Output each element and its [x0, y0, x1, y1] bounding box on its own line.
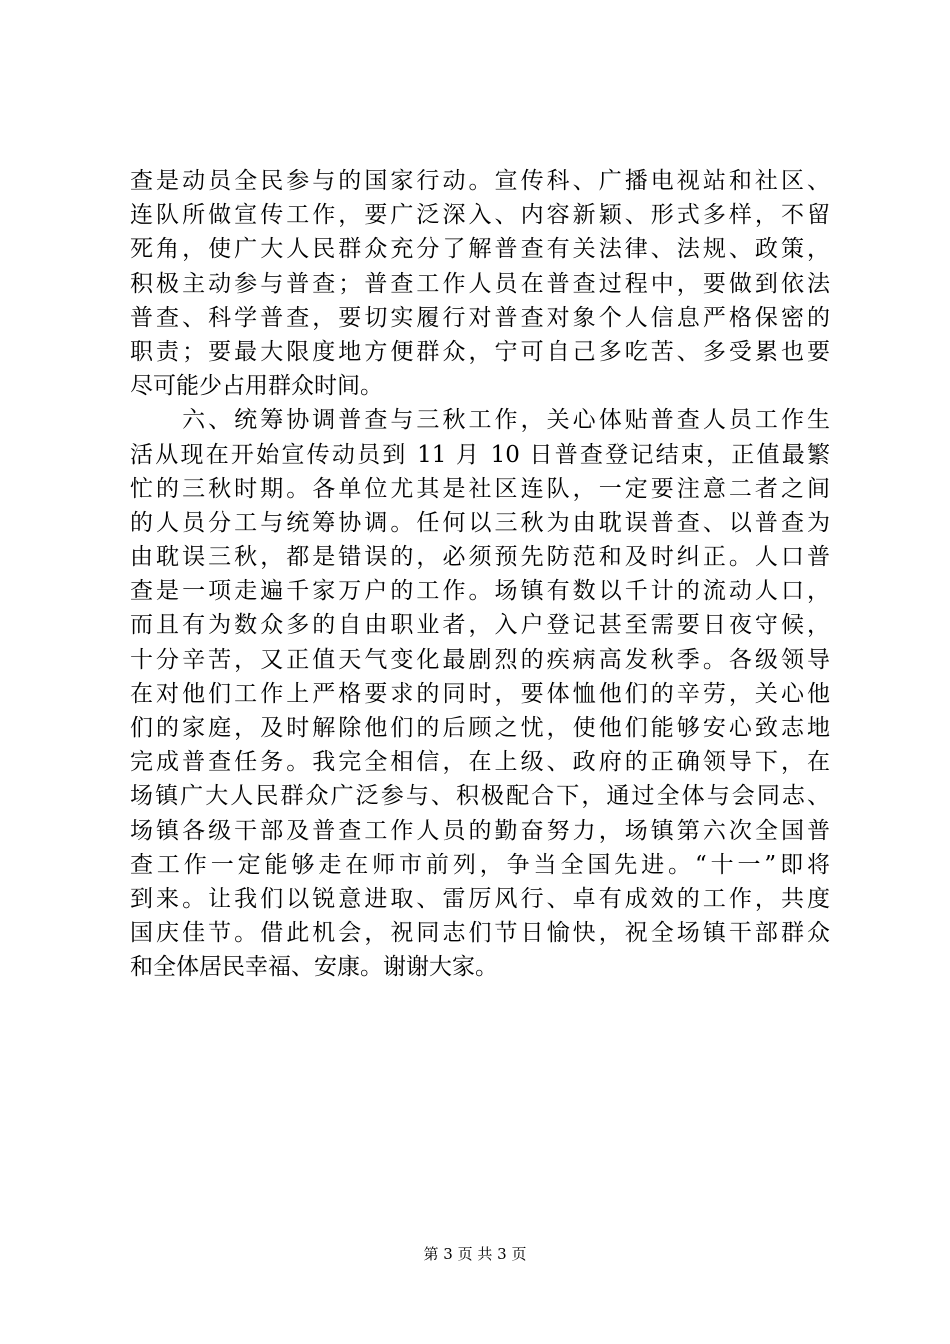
text-line: 积极主动参与普查；普查工作人员在普查过程中，要做到依法 [130, 270, 830, 297]
text-line: 十分辛苦，又正值天气变化最剧烈的疾病高发秋季。各级领导 [130, 646, 830, 673]
text-line: 忙的三秋时期。各单位尤其是社区连队，一定要注意二者之间 [130, 475, 830, 502]
text-line: 们的家庭，及时解除他们的后顾之忧，使他们能够安心致志地 [130, 715, 830, 741]
text-line: 尽可能少占用群众时间。 [130, 373, 383, 400]
text-line: 国庆佳节。借此机会，祝同志们节日愉快，祝全场镇干部群众 [130, 920, 830, 947]
text-line: 死角，使广大人民群众充分了解普查有关法律、法规、政策， [130, 236, 830, 263]
text-line: 六、统筹协调普查与三秋工作，关心体贴普查人员工作生 [130, 407, 830, 434]
text-line: 在对他们工作上严格要求的同时，要体恤他们的辛劳，关心他 [130, 680, 830, 707]
text-line: 到来。让我们以锐意进取、雷厉风行、卓有成效的工作，共度 [130, 885, 830, 912]
text-line: 完成普查任务。我完全相信，在上级、政府的正确领导下，在 [130, 749, 830, 776]
text-line: 而且有为数众多的自由职业者，入户登记甚至需要日夜守候， [130, 612, 830, 639]
text-line: 查是动员全民参与的国家行动。宣传科、广播电视站和社区、 [130, 168, 830, 194]
page-footer: 第 3 页 共 3 页 [423, 1245, 527, 1263]
text-line: 场镇各级干部及普查工作人员的勤奋努力，场镇第六次全国普 [130, 817, 830, 844]
text-line: 查是一项走遍千家万户的工作。场镇有数以千计的流动人口， [130, 578, 830, 605]
text-line: 职责；要最大限度地方便群众，宁可自己多吃苦、多受累也要 [130, 338, 830, 365]
text-line: 连队所做宣传工作，要广泛深入、内容新颖、形式多样，不留 [130, 202, 830, 229]
text-line: 和全体居民幸福、安康。谢谢大家。 [130, 954, 498, 981]
text-line: 由耽误三秋，都是错误的，必须预先防范和及时纠正。人口普 [130, 544, 830, 571]
text-line: 活从现在开始宣传动员到 11 月 10 日普查登记结束，正值最繁 [130, 441, 830, 468]
text-line: 的人员分工与统筹协调。任何以三秋为由耽误普查、以普查为 [130, 509, 830, 536]
text-line: 场镇广大人民群众广泛参与、积极配合下，通过全体与会同志、 [130, 783, 830, 810]
text-line: 查工作一定能够走在师市前列，争当全国先进。“十一”即将 [130, 851, 830, 878]
text-line: 普查、科学普查，要切实履行对普查对象个人信息严格保密的 [130, 304, 830, 331]
body-text [130, 164, 830, 985]
